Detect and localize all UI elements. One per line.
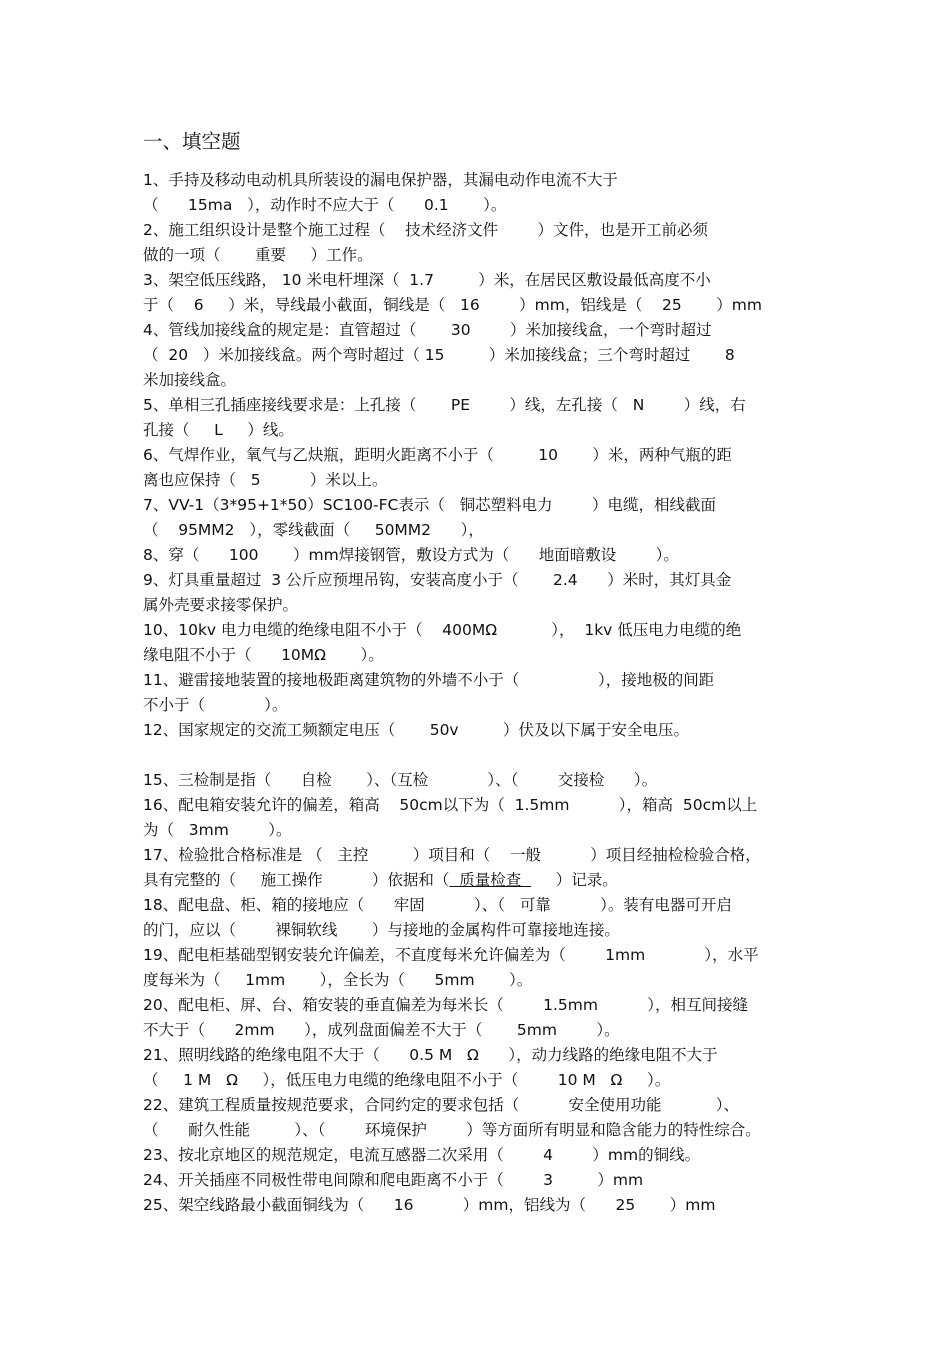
question-line: 12、国家规定的交流工频额定电压（ 50v ）伏及以下属于安全电压。 [143, 721, 689, 739]
question-line: 8、穿（ 100 ）mm焊接钢管，敷设方式为（ 地面暗敷设 ）。 [143, 546, 679, 564]
question-line: 孔接（ L ）线。 [143, 421, 294, 439]
question-line: 25、架空线路最小截面铜线为（ 16 ）mm，铝线为（ 25 ）mm [143, 1196, 716, 1214]
question-line: 22、建筑工程质量按规范要求，合同约定的要求包括（ 安全使用功能 ）、 [143, 1096, 739, 1114]
question-line: 3、架空低压线路， 10 米电杆埋深（ 1.7 ）米，在居民区敷设最低高度不小 [143, 271, 711, 289]
question-line: 属外壳要求接零保护。 [143, 596, 299, 614]
question-line: （ 20 ）米加接线盒。两个弯时超过（ 15 ）米加接线盒；三个弯时超过 8 [143, 346, 735, 364]
question-line: 米加接线盒。 [143, 371, 237, 389]
question-line: 不大于（ 2mm ），成列盘面偏差不大于（ 5mm ）。 [143, 1021, 620, 1039]
question-line: 于（ 6 ）米，导线最小截面，铜线是（ 16 ）mm，铝线是（ 25 ）mm [143, 296, 762, 314]
question-line: 18、配电盘、柜、箱的接地应（ 牢固 ）、（ 可靠 ）。装有电器可开启 [143, 896, 732, 914]
question-line: 1、手持及移动电动机具所装设的漏电保护器，其漏电动作电流不大于 [143, 171, 618, 189]
line-text: 具有完整的（ 施工操作 ）依据和（ [143, 871, 450, 889]
question-line: 15、三检制是指（ 自检 ）、（互检 ）、（ 交接检 ）。 [143, 771, 658, 789]
question-line: 离也应保持（ 5 ）米以上。 [143, 471, 388, 489]
question-line: 9、灯具重量超过 3 公斤应预埋吊钩，安装高度小于（ 2.4 ）米时，其灯具金 [143, 571, 732, 589]
blank-line [143, 743, 823, 768]
question-line-with-underline [143, 868, 823, 893]
question-line: （ 耐久性能 ）、（ 环境保护 ）等方面所有明显和隐含能力的特性综合。 [143, 1121, 761, 1139]
question-line: 2、施工组织设计是整个施工过程（ 技术经济文件 ）文件，也是开工前必须 [143, 221, 708, 239]
underlined-answer: 质量检查 [449, 871, 532, 889]
question-line: （ 1 M Ω ），低压电力电缆的绝缘电阻不小于（ 10 M Ω ）。 [143, 1071, 671, 1089]
question-line: 度每米为（ 1mm ），全长为（ 5mm ）。 [143, 971, 533, 989]
section-title: 一、填空题 [143, 130, 241, 153]
question-line: 24、开关插座不同极性带电间隙和爬电距离不小于（ 3 ）mm [143, 1171, 644, 1189]
question-line: 为（ 3mm ）。 [143, 821, 292, 839]
question-list [143, 168, 823, 1218]
question-line: 21、照明线路的绝缘电阻不大于（ 0.5 M Ω ），动力线路的绝缘电阻不大于 [143, 1046, 718, 1064]
question-line: （ 15ma ），动作时不应大于（ 0.1 ）。 [143, 196, 507, 214]
question-line: 5、单相三孔插座接线要求是：上孔接（ PE ）线，左孔接（ N ）线，右 [143, 396, 746, 414]
question-line: 的门，应以（ 裸铜软线 ）与接地的金属构件可靠接地连接。 [143, 921, 620, 939]
question-line: 4、管线加接线盒的规定是：直管超过（ 30 ）米加接线盒，一个弯时超过 [143, 321, 712, 339]
question-line: 17、检验批合格标准是 （ 主控 ）项目和（ 一般 ）项目经抽检检验合格， [143, 846, 761, 864]
question-line: 16、配电箱安装允许的偏差，箱高 50cm以下为（ 1.5mm ），箱高 50cm以上 [143, 796, 758, 814]
question-line: 20、配电柜、屏、台、箱安装的垂直偏差为每米长（ 1.5mm ），相互间接缝 [143, 996, 749, 1014]
question-line: 缘电阻不小于（ 10MΩ ）。 [143, 646, 384, 664]
question-line: 19、配电柜基础型钢安装允许偏差，不直度每米允许偏差为（ 1mm ），水平 [143, 946, 759, 964]
question-line: 11、避雷接地装置的接地极距离建筑物的外墙不小于（ ），接地极的间距 [143, 671, 715, 689]
question-line: 做的一项（ 重要 ）工作。 [143, 246, 373, 264]
question-line: 7、VV-1（3*95+1*50）SC100-FC表示（ 铜芯塑料电力 ）电缆，相线截面 [143, 496, 717, 514]
line-text: ）记录。 [531, 871, 618, 889]
question-line: 23、按北京地区的规范规定，电流互感器二次采用（ 4 ）mm的铜线。 [143, 1146, 701, 1164]
question-line: 10、10kv 电力电缆的绝缘电阻不小于（ 400MΩ ）， 1kv 低压电力电缆的绝 [143, 621, 742, 639]
question-line: 6、气焊作业，氧气与乙炔瓶，距明火距离不小于（ 10 ）米，两种气瓶的距 [143, 446, 732, 464]
question-line: 不小于（ ）。 [143, 696, 288, 714]
question-line: （ 95MM2 ），零线截面（ 50MM2 ）， [143, 521, 484, 539]
